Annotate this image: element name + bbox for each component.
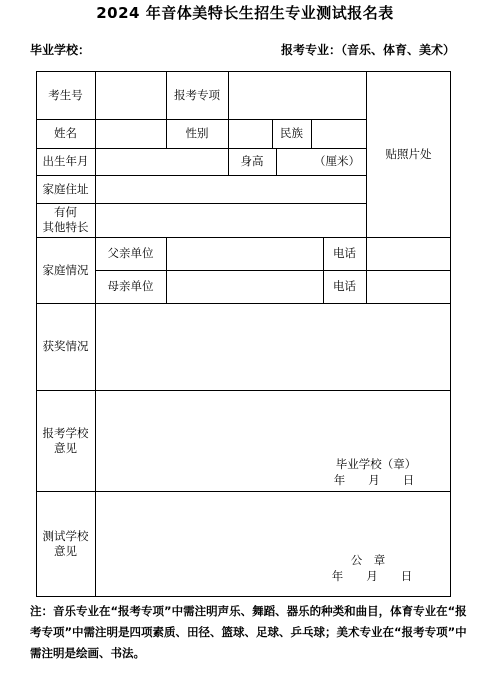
applied-school-opinion-line1: 报考学校 [42,425,89,440]
other-talents-label-line1: 有何 [54,205,77,219]
applied-school-opinion-line2: 意见 [54,440,77,455]
signature-date-line: 年 月 日 [333,472,415,487]
other-talents-label-line2: 其他特长 [42,220,89,234]
testing-school-opinion-line2: 意见 [54,544,77,558]
home-address-field[interactable] [95,175,366,203]
name-field[interactable] [95,119,166,148]
mother-employer-label: 母亲单位 [107,279,154,293]
ethnicity-field[interactable] [311,119,366,148]
applied-school-opinion-label [36,390,95,491]
other-talents-label [36,203,95,237]
form-title: 2024 年音体美特长生招生专业测试报名表 [96,4,394,22]
other-talents-field[interactable] [95,203,366,237]
father-phone-field[interactable] [366,237,451,270]
mother-employer-field[interactable] [166,270,323,303]
exam-number-field[interactable] [95,71,166,119]
graduation-school-label: 毕业学校： [30,43,91,57]
exam-number-label: 考生号 [48,87,83,102]
exam-specialty-label: 报考专项 [174,87,220,102]
gender-field[interactable] [228,119,272,148]
birth-date-label: 出生年月 [42,154,89,168]
ethnicity-label: 民族 [280,126,303,140]
father-employer-field[interactable] [166,237,323,270]
height-label: 身高 [240,154,264,168]
footnote: 注：音乐专业在“报考专项”中需注明声乐、舞蹈、器乐的种类和曲目，体育专业在“报考专项”中需注明是四项素质、田径、篮球、足球、乒乓球；美术专业在“报考专项”中需注明是绘画、书法。 [30,604,467,660]
exam-major-label: 报考专业：（音乐、体育、美术） [281,43,456,57]
seal-date-line: 年 月 日 [331,568,413,583]
mother-phone-field[interactable] [366,270,451,303]
home-address-label: 家庭住址 [42,181,89,196]
mother-phone-label: 电话 [333,279,356,293]
official-seal-label: 公 章 [350,552,386,567]
awards-label: 获奖情况 [42,339,89,353]
height-unit[interactable]: （厘米） [314,154,360,168]
father-employer-label: 父亲单位 [107,246,154,260]
father-phone-label: 电话 [333,246,356,260]
graduation-school-seal-label: 毕业学校（章） [335,457,417,471]
name-label: 姓名 [54,126,77,140]
awards-field[interactable] [95,303,451,390]
testing-school-opinion-label [36,491,95,597]
exam-specialty-field[interactable] [228,71,366,119]
gender-label: 性别 [185,126,209,140]
family-situation-label: 家庭情况 [42,262,89,277]
birth-date-field[interactable] [95,148,228,175]
testing-school-opinion-line1: 测试学校 [42,529,89,543]
photo-placeholder: 贴照片处 [385,146,432,161]
